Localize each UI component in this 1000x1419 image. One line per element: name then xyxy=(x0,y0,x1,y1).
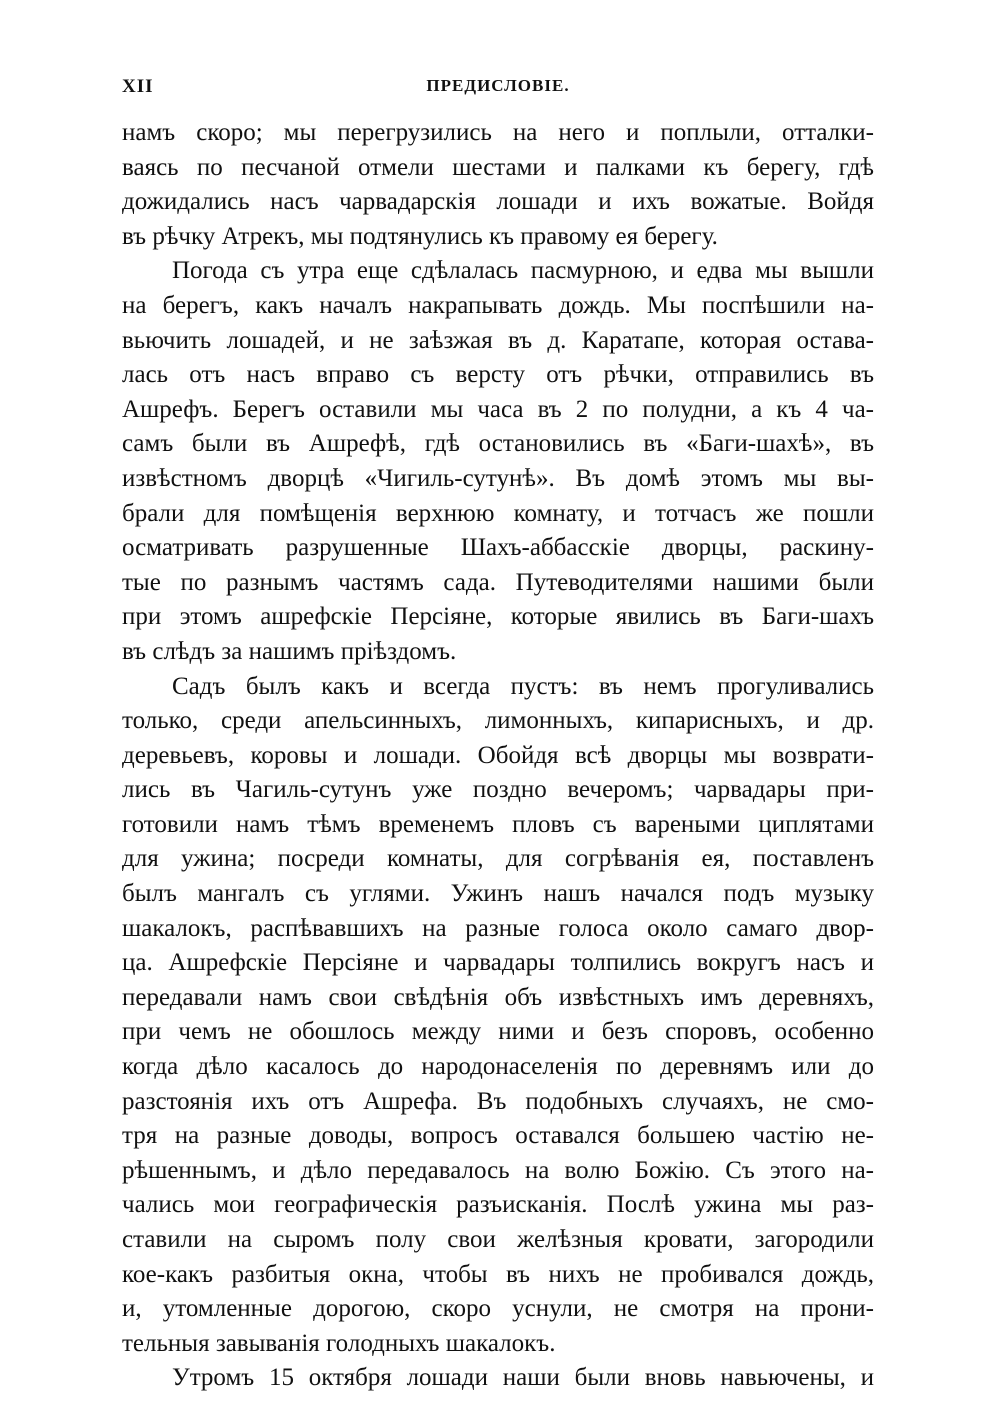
text-line: шакалокъ, распѣвавшихъ на разные голоса около самаго двор- xyxy=(122,914,874,942)
text-line: въ рѣчку Атрекъ, мы подтянулись къ правому ея берегу. xyxy=(122,222,718,250)
text-line: деревьевъ, коровы и лошади. Обойдя всѣ дворцы мы возврати- xyxy=(122,741,874,769)
text-line: намъ скоро; мы перегрузились на него и поплыли, отталки- xyxy=(122,119,874,146)
text-line: Ашрефъ. Берегъ оставили мы часа въ 2 по полудни, а къ 4 ча- xyxy=(122,395,874,423)
text-line: при чемъ не обошлось между ними и безъ споровъ, особенно xyxy=(122,1018,874,1046)
text-line: лись въ Чагиль-сутунъ уже поздно вечеромъ; чарвадары при- xyxy=(122,776,874,804)
text-line: на берегъ, какъ началъ накрапывать дождь. Мы поспѣшили на- xyxy=(122,291,874,319)
text-line: брали для помѣщенія верхнюю комнату, и тотчасъ же пошли xyxy=(122,499,874,527)
body-text xyxy=(122,116,874,1396)
text-line: самъ были въ Ашрефѣ, гдѣ остановились въ «Баги-шахѣ», въ xyxy=(122,430,874,458)
text-line: тельныя завыванія голодныхъ шакалокъ. xyxy=(122,1329,556,1357)
text-line: передавали намъ свои свѣдѣнія объ извѣстныхъ имъ деревняхъ, xyxy=(122,983,874,1011)
text-line: Погода съ утра еще сдѣлалась пасмурною, и едва мы вышли xyxy=(172,257,874,285)
page-header xyxy=(122,76,874,100)
text-line: чались мои географическія разъисканія. Послѣ ужина мы раз- xyxy=(122,1191,874,1219)
text-line: лась отъ насъ вправо съ версту отъ рѣчки, отправились въ xyxy=(122,361,874,389)
text-line: былъ мангалъ съ углями. Ужинъ нашъ начался подъ музыку xyxy=(122,880,874,908)
text-line: ца. Ашрефскіе Персіяне и чарвадары толпились вокругъ насъ и xyxy=(122,949,874,977)
text-line: извѣстномъ дворцѣ «Чигиль-сутунѣ». Въ домѣ этомъ мы вы- xyxy=(122,464,874,492)
text-line: ваясь по песчаной отмели шестами и палками къ берегу, гдѣ xyxy=(122,153,874,181)
text-line: въ слѣдъ за нашимъ пріѣздомъ. xyxy=(122,637,457,665)
text-line: когда дѣло касалось до народонаселенія по деревнямъ или до xyxy=(122,1053,874,1081)
text-line: тые по разнымъ частямъ сада. Путеводителями нашими были xyxy=(122,568,874,596)
text-line: Садъ былъ какъ и всегда пустъ: въ немъ прогуливались xyxy=(172,672,874,700)
page-number: XII xyxy=(122,76,154,97)
text-line: разстоянія ихъ отъ Ашрефа. Въ подобныхъ случаяхъ, не смо- xyxy=(122,1087,874,1115)
text-line: готовили намъ тѣмъ временемъ пловъ съ вареными циплятами xyxy=(122,810,874,838)
text-line: для ужина; посреди комнаты, для согрѣванія ея, поставленъ xyxy=(122,845,874,873)
text-line: осматривать разрушенные Шахъ-аббасскіе дворцы, раскину- xyxy=(122,534,874,562)
text-line: и, утомленные дорогою, скоро уснули, не смотря на прони- xyxy=(122,1295,874,1323)
text-line: ставили на сыромъ полу свои желѣзныя кровати, загородили xyxy=(122,1226,874,1253)
text-line: дожидались насъ чарвадарскія лошади и ихъ вожатые. Войдя xyxy=(122,188,874,216)
text-line: рѣшеннымъ, и дѣло передавалось на волю Божію. Съ этого на- xyxy=(122,1156,874,1184)
text-line: тря на разные доводы, вопросъ оставался большею частію не- xyxy=(122,1122,874,1150)
running-title: ПРЕДИСЛОВІЕ. xyxy=(426,76,570,95)
text-line: Утромъ 15 октября лошади наши были вновь навьючены, и xyxy=(172,1364,874,1392)
text-line: вьючить лошадей, и не заѣзжая въ д. Каратапе, которая остава- xyxy=(122,326,874,354)
text-line: кое-какъ разбитыя окна, чтобы въ нихъ не пробивался дождь, xyxy=(122,1260,874,1288)
text-line: при этомъ ашрефскіе Персіяне, которые явились въ Баги-шахъ xyxy=(122,603,874,631)
text-line: только, среди апельсинныхъ, лимонныхъ, кипарисныхъ, и др. xyxy=(122,707,874,735)
